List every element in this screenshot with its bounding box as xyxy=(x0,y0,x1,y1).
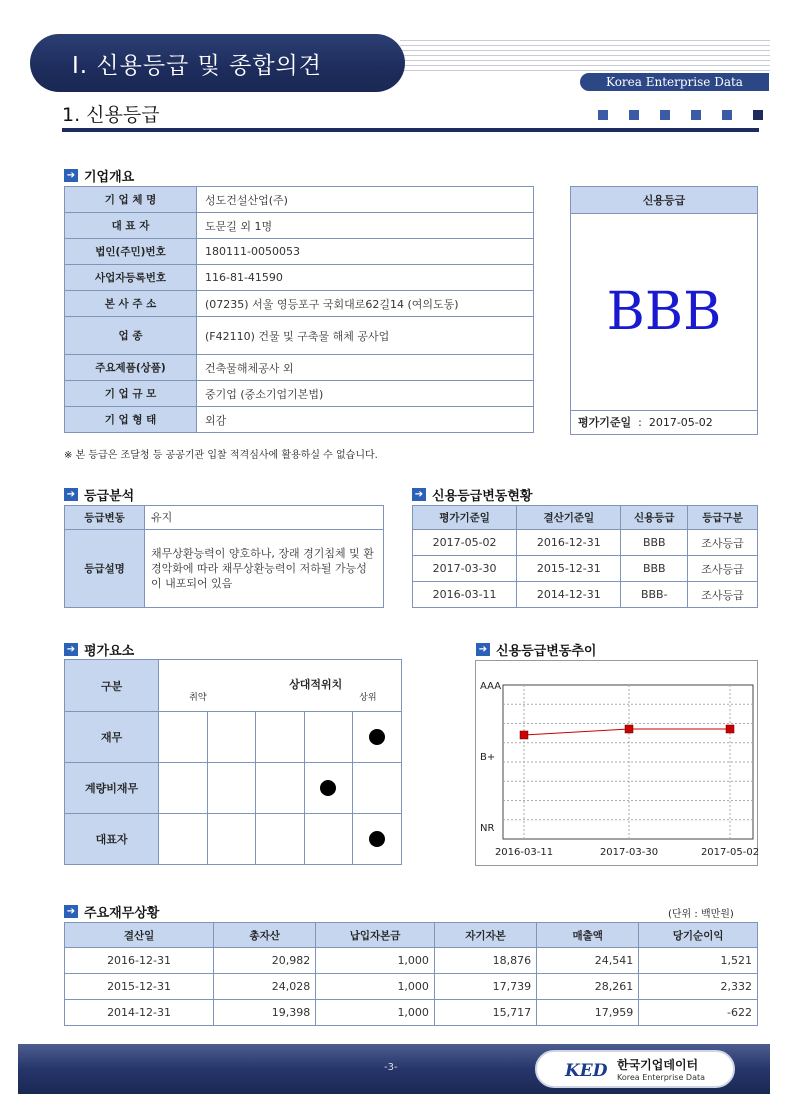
financials-cell: 2014-12-31 xyxy=(65,1000,214,1026)
financials-header-cell: 매출액 xyxy=(537,923,639,948)
overview-row xyxy=(65,239,534,265)
financials-cell: 17,959 xyxy=(537,1000,639,1026)
evaluation-cell xyxy=(256,712,305,763)
position-dot xyxy=(320,780,336,796)
x-tick-label: 2017-03-30 xyxy=(599,847,659,858)
history-row xyxy=(413,556,758,582)
financials-cell: 2016-12-31 xyxy=(65,948,214,974)
overview-value: 도문길 외 1명 xyxy=(197,213,534,239)
grade-history-table xyxy=(412,505,758,608)
analysis-heading: ➔ 등급분석 xyxy=(64,485,134,504)
financials-cell: 1,521 xyxy=(639,948,758,974)
financials-header-cell: 당기순이익 xyxy=(639,923,758,948)
evaluation-cell xyxy=(353,712,402,763)
overview-value: 성도건설산업(주) xyxy=(197,187,534,213)
evaluation-col-label: 구분 xyxy=(65,660,159,712)
financials-cell: 15,717 xyxy=(434,1000,536,1026)
overview-value: 외감 xyxy=(197,407,534,433)
grade-change-label: 등급변동 xyxy=(65,506,145,530)
evaluation-cell xyxy=(159,763,208,814)
overview-row xyxy=(65,407,534,433)
evaluation-cell xyxy=(304,712,353,763)
evaluation-row-label: 계량비재무 xyxy=(65,763,159,814)
financials-cell: 2015-12-31 xyxy=(65,974,214,1000)
overview-value: (07235) 서울 영등포구 국회대로62길14 (여의도동) xyxy=(197,291,534,317)
grade-description-value: 채무상환능력이 양호하나, 장래 경기침체 및 환경악화에 따라 채무상환능력이 저하될 가능성이 내포되어 있음 xyxy=(145,530,384,608)
overview-value: 중기업 (중소기업기본법) xyxy=(197,381,534,407)
brand-tag: Korea Enterprise Data xyxy=(580,73,769,91)
decorative-squares xyxy=(598,110,763,120)
financials-heading: ➔ 주요재무상황 xyxy=(64,902,159,921)
grade-value: BBB xyxy=(606,282,722,342)
evaluation-row xyxy=(65,712,402,763)
arrow-icon: ➔ xyxy=(476,643,490,656)
financials-cell: 28,261 xyxy=(537,974,639,1000)
scale-high-label: 상위 xyxy=(359,693,377,703)
position-dot xyxy=(369,831,385,847)
y-tick-label: AAA xyxy=(480,681,502,692)
evaluation-cell xyxy=(207,763,256,814)
evaluation-heading: ➔ 평가요소 xyxy=(64,640,134,659)
data-point xyxy=(625,725,633,733)
history-cell: BBB xyxy=(621,530,688,556)
overview-key: 법인(주민)번호 xyxy=(65,239,197,265)
history-header-row xyxy=(413,506,758,530)
trend-chart-svg xyxy=(476,661,759,867)
history-header-cell: 신용등급 xyxy=(621,506,688,530)
financials-cell: 17,739 xyxy=(434,974,536,1000)
grade-header: 신용등급 xyxy=(571,187,757,214)
financials-cell: 18,876 xyxy=(434,948,536,974)
page-title: Ⅰ. 신용등급 및 종합의견 xyxy=(72,53,322,79)
y-tick-label: NR xyxy=(480,823,495,834)
logo-english: Korea Enterprise Data xyxy=(617,1073,706,1082)
unit-label: (단위 : 백만원) xyxy=(668,909,734,920)
evaluation-cell xyxy=(159,814,208,865)
section-title: 1. 신용등급 xyxy=(62,104,160,126)
overview-key: 기 업 체 명 xyxy=(65,187,197,213)
financials-cell: 1,000 xyxy=(316,974,435,1000)
scale-low-label: 취약 xyxy=(189,693,207,703)
overview-key: 대 표 자 xyxy=(65,213,197,239)
overview-value: (F42110) 건물 및 구축물 해체 공사업 xyxy=(197,317,534,355)
overview-key: 기 업 형 태 xyxy=(65,407,197,433)
financials-cell: 24,028 xyxy=(214,974,316,1000)
scale-label: 상대적위치 xyxy=(289,678,343,691)
history-cell: 2016-03-11 xyxy=(413,582,517,608)
grade-description-label: 등급설명 xyxy=(65,530,145,608)
grade-change-value: 유지 xyxy=(145,506,384,530)
overview-key: 주요제품(상품) xyxy=(65,355,197,381)
y-tick-label: B+ xyxy=(480,752,496,763)
overview-row xyxy=(65,317,534,355)
analysis-table xyxy=(64,505,384,608)
financials-cell: 1,000 xyxy=(316,1000,435,1026)
evaluation-cell xyxy=(353,763,402,814)
history-cell: 조사등급 xyxy=(688,530,758,556)
history-cell: 2017-03-30 xyxy=(413,556,517,582)
ked-logo xyxy=(535,1050,735,1088)
overview-table xyxy=(64,186,534,433)
overview-key: 사업자등록번호 xyxy=(65,265,197,291)
overview-row xyxy=(65,265,534,291)
financials-cell: 20,982 xyxy=(214,948,316,974)
history-cell: BBB- xyxy=(621,582,688,608)
history-cell: 조사등급 xyxy=(688,556,758,582)
history-cell: 2014-12-31 xyxy=(517,582,621,608)
overview-row xyxy=(65,187,534,213)
history-cell: BBB xyxy=(621,556,688,582)
evaluation-cell xyxy=(256,763,305,814)
grade-date: 평가기준일 : 2017-05-02 xyxy=(571,410,757,435)
financials-header-cell: 총자산 xyxy=(214,923,316,948)
financials-cell: 1,000 xyxy=(316,948,435,974)
logo-korean: 한국기업데이터 xyxy=(617,1058,699,1072)
credit-grade-box xyxy=(570,186,758,435)
overview-row xyxy=(65,355,534,381)
overview-key: 업 종 xyxy=(65,317,197,355)
history-cell: 2015-12-31 xyxy=(517,556,621,582)
financials-header-cell: 자기자본 xyxy=(434,923,536,948)
financials-row xyxy=(65,1000,758,1026)
evaluation-cell xyxy=(207,712,256,763)
evaluation-cell xyxy=(207,814,256,865)
history-cell: 조사등급 xyxy=(688,582,758,608)
overview-key: 본 사 주 소 xyxy=(65,291,197,317)
x-tick-label: 2017-05-02 xyxy=(700,847,759,858)
financials-cell: 19,398 xyxy=(214,1000,316,1026)
trend-heading: ➔ 신용등급변동추이 xyxy=(476,640,596,659)
history-header-cell: 평가기준일 xyxy=(413,506,517,530)
data-point xyxy=(520,731,528,739)
evaluation-row-label: 대표자 xyxy=(65,814,159,865)
page-number: -3- xyxy=(384,1062,398,1073)
history-row xyxy=(413,530,758,556)
header-decoration xyxy=(400,40,770,74)
history-header-cell: 결산기준일 xyxy=(517,506,621,530)
arrow-icon: ➔ xyxy=(64,905,78,918)
evaluation-table xyxy=(64,659,402,865)
notice-text: ※ 본 등급은 조달청 등 공공기관 입찰 적격심사에 활용하실 수 없습니다. xyxy=(64,450,378,461)
history-row xyxy=(413,582,758,608)
relative-position-scale xyxy=(159,660,402,712)
evaluation-cell xyxy=(256,814,305,865)
overview-key: 기 업 규 모 xyxy=(65,381,197,407)
financials-table xyxy=(64,922,758,1026)
evaluation-cell xyxy=(353,814,402,865)
evaluation-row-label: 재무 xyxy=(65,712,159,763)
overview-heading: ➔ 기업개요 xyxy=(64,166,134,185)
evaluation-cell xyxy=(304,814,353,865)
evaluation-cell xyxy=(159,712,208,763)
financials-header-cell: 결산일 xyxy=(65,923,214,948)
x-tick-label: 2016-03-11 xyxy=(494,847,554,858)
evaluation-row xyxy=(65,814,402,865)
financials-header-cell: 납입자본금 xyxy=(316,923,435,948)
overview-row xyxy=(65,381,534,407)
arrow-icon: ➔ xyxy=(412,488,426,501)
logo-mark: KED xyxy=(565,1061,608,1081)
evaluation-row xyxy=(65,763,402,814)
financials-header-row xyxy=(65,923,758,948)
arrow-icon: ➔ xyxy=(64,169,78,182)
financials-cell: 24,541 xyxy=(537,948,639,974)
title-banner xyxy=(30,34,405,92)
position-dot xyxy=(369,729,385,745)
overview-value: 건축물해체공사 외 xyxy=(197,355,534,381)
evaluation-cell xyxy=(304,763,353,814)
arrow-icon: ➔ xyxy=(64,488,78,501)
overview-value: 180111-0050053 xyxy=(197,239,534,265)
financials-cell: 2,332 xyxy=(639,974,758,1000)
financials-row xyxy=(65,948,758,974)
history-cell: 2016-12-31 xyxy=(517,530,621,556)
data-point xyxy=(726,725,734,733)
title-rule xyxy=(62,128,759,132)
overview-row xyxy=(65,291,534,317)
history-header-cell: 등급구분 xyxy=(688,506,758,530)
financials-cell: -622 xyxy=(639,1000,758,1026)
history-heading: ➔ 신용등급변동현황 xyxy=(412,485,532,504)
history-cell: 2017-05-02 xyxy=(413,530,517,556)
arrow-icon: ➔ xyxy=(64,643,78,656)
overview-row xyxy=(65,213,534,239)
grade-trend-chart xyxy=(475,660,758,866)
overview-value: 116-81-41590 xyxy=(197,265,534,291)
financials-row xyxy=(65,974,758,1000)
